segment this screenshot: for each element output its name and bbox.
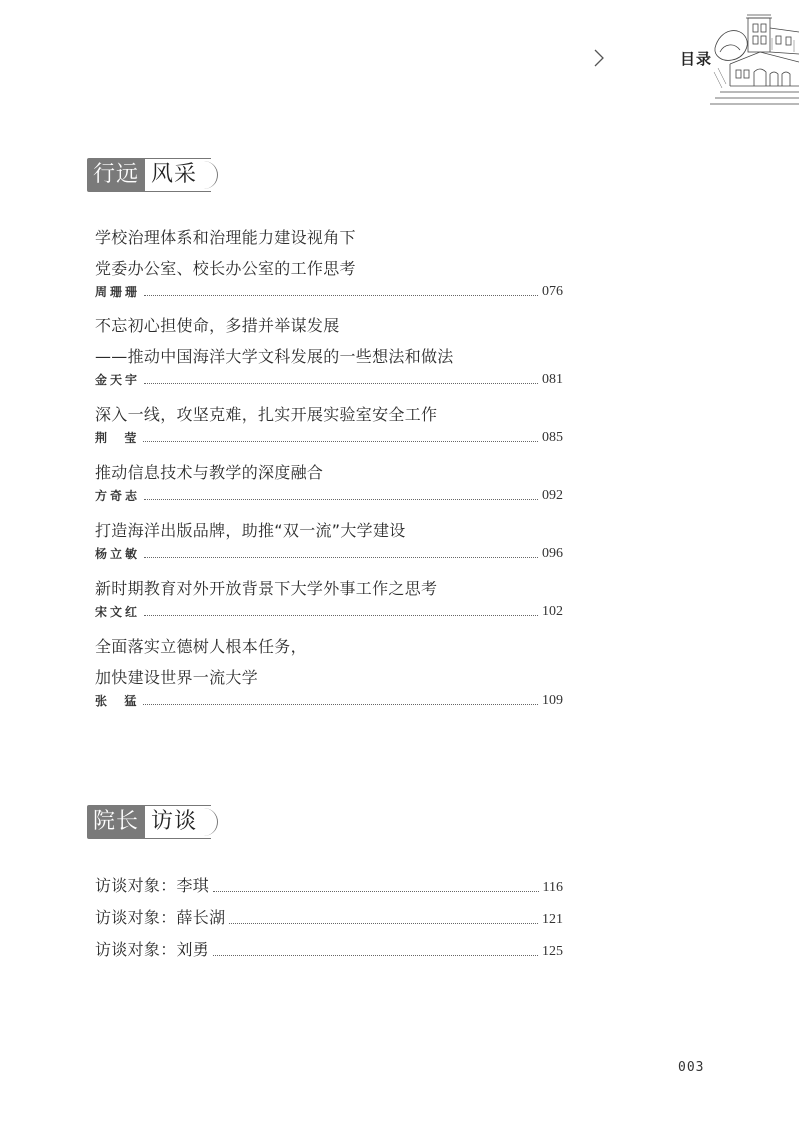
interview-label: 访谈对象：薛长湖 (95, 908, 226, 927)
banner-label-second: 风采 (145, 158, 211, 192)
chevron-right-icon (592, 48, 606, 68)
interview-label: 访谈对象：刘勇 (95, 940, 210, 959)
interview-entry[interactable] (95, 906, 563, 928)
dot-leader (143, 704, 538, 705)
interview-entry[interactable] (95, 874, 563, 896)
dot-leader (144, 499, 538, 500)
dot-leader (144, 557, 538, 558)
interview-page: 116 (542, 880, 563, 895)
section-banner-2 (87, 805, 211, 839)
toc-entry-page: 081 (542, 372, 563, 387)
toc-entry-title[interactable]: 不忘初心担使命，多措并举谋发展 (95, 316, 340, 335)
dot-leader (229, 923, 538, 924)
toc-entry-title[interactable]: 新时期教育对外开放背景下大学外事工作之思考 (95, 579, 438, 598)
toc-entry-author-row[interactable] (95, 691, 563, 709)
toc-entry-author-row[interactable] (95, 602, 563, 620)
toc-entry-author-row[interactable] (95, 428, 563, 446)
page-number: 003 (678, 1060, 705, 1075)
toc-entry-title[interactable]: 深入一线，攻坚克难，扎实开展实验室安全工作 (95, 405, 438, 424)
section-banner-1 (87, 158, 211, 192)
interview-label: 访谈对象：李琪 (95, 876, 210, 895)
toc-entry-author: 张 猛 (95, 694, 140, 708)
toc-entry-page: 092 (542, 488, 563, 503)
interview-entry[interactable] (95, 938, 563, 960)
toc-entry-author: 金天宇 (95, 373, 141, 387)
toc-entry-page: 096 (542, 546, 563, 561)
dot-leader (213, 955, 538, 956)
toc-entry-author: 方奇志 (95, 489, 141, 503)
toc-entry-page: 076 (542, 284, 563, 299)
toc-entry-page: 109 (542, 693, 563, 708)
dot-leader (144, 615, 538, 616)
dot-leader (144, 383, 538, 384)
interview-page: 121 (542, 912, 563, 927)
toc-entry-author-row[interactable] (95, 544, 563, 562)
toc-entry-title[interactable]: 打造海洋出版品牌，助推“双一流”大学建设 (95, 521, 406, 540)
toc-entry-author: 周珊珊 (95, 285, 141, 299)
dot-leader (144, 295, 538, 296)
toc-entry-author: 宋文红 (95, 605, 141, 619)
toc-entry-title[interactable]: 加快建设世界一流大学 (95, 668, 259, 687)
toc-entry-author-row[interactable] (95, 486, 563, 504)
dot-leader (213, 891, 538, 892)
building-sketch-icon (710, 8, 799, 108)
banner-label-second: 访谈 (145, 805, 211, 839)
interview-page: 125 (542, 944, 563, 959)
toc-entry-author: 荆 莹 (95, 431, 140, 445)
toc-entry-title[interactable]: 全面落实立德树人根本任务， (95, 637, 307, 656)
toc-entry-author-row[interactable] (95, 370, 563, 388)
dot-leader (143, 441, 538, 442)
toc-entry-page: 102 (542, 604, 563, 619)
toc-entry-page: 085 (542, 430, 563, 445)
toc-entry-author-row[interactable] (95, 282, 563, 300)
banner-label-first: 院长 (87, 805, 145, 839)
banner-label-first: 行远 (87, 158, 145, 192)
toc-entry-title[interactable]: 党委办公室、校长办公室的工作思考 (95, 259, 356, 278)
toc-entry-title[interactable]: 学校治理体系和治理能力建设视角下 (95, 228, 356, 247)
toc-entry-title[interactable]: ——推动中国海洋大学文科发展的一些想法和做法 (95, 347, 454, 366)
toc-entry-title[interactable]: 推动信息技术与教学的深度融合 (95, 463, 324, 482)
header-title: 目录 (680, 50, 713, 68)
toc-entry-author: 杨立敏 (95, 547, 141, 561)
